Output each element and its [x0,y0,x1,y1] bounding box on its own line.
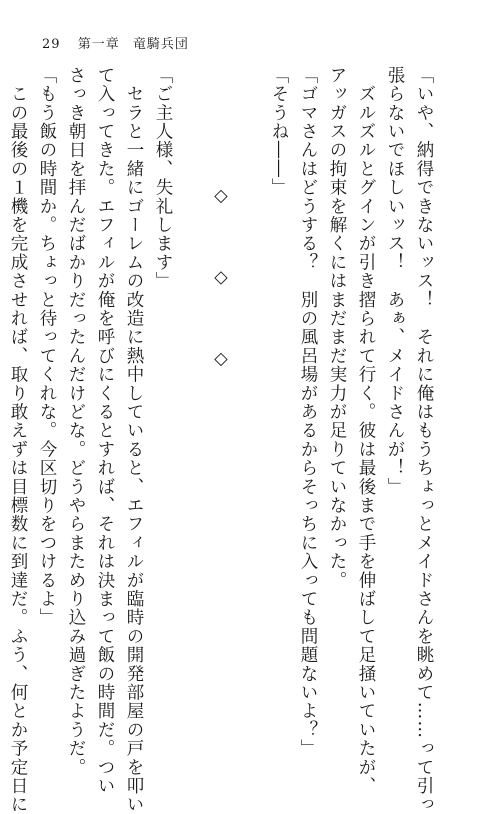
running-header [42,33,189,52]
text-line: 「そうね――」 [269,66,289,197]
chapter-label: 第一章 [77,37,120,52]
text-line: さっき朝日を拝んだばかりだったんだけどな。どうやらまためり込み過ぎたようだ。 [66,66,86,777]
text-line [0,66,3,678]
text-line: 「いや、納得できないッス！ それに俺はもうちょっとメイドさんを眺めて……って引っ [414,66,434,814]
section-break: ◇ ◇ ◇ [211,186,231,391]
text-line: この最後の１機を完成させれば、取り敢えずは目標数に到達だ。ふう、何とか予定日に [8,66,28,814]
text-line: て入ってきた。エフィルが俺を呼びにくるとすれば、それは決まって飯の時間だ。つい [95,66,115,796]
body-text [0,66,438,814]
text-line: アッガスの拘束を解くにはまだまだ実力が足りていなかった。 [327,66,347,590]
text-line: 「もう飯の時間か。ちょっと待ってくれな。今区切りをつけるよ」 [37,66,57,627]
blank-line [177,66,206,678]
blank-line [235,66,264,678]
text-line: 張らないでほしいッス！ あぁ、メイドさんが！」 [385,66,405,497]
text-line: ズルズルとグインが引き摺られて行く。彼は最後まで手を伸ばして足掻いていたが、 [356,66,376,796]
text-line: セラと一緒にゴーレムの改造に熱中していると、エフィルが臨時の開発部屋の戸を叩い [124,66,144,814]
text-line: 「ゴマさんはどうする？ 別の風呂場があるからそっちに入っても問題ないよ？」 [298,66,318,758]
text-line: 「ご主人様、失礼します」 [153,66,173,291]
page-number: 29 [42,37,61,52]
chapter-title: 竜騎兵団 [132,37,189,52]
